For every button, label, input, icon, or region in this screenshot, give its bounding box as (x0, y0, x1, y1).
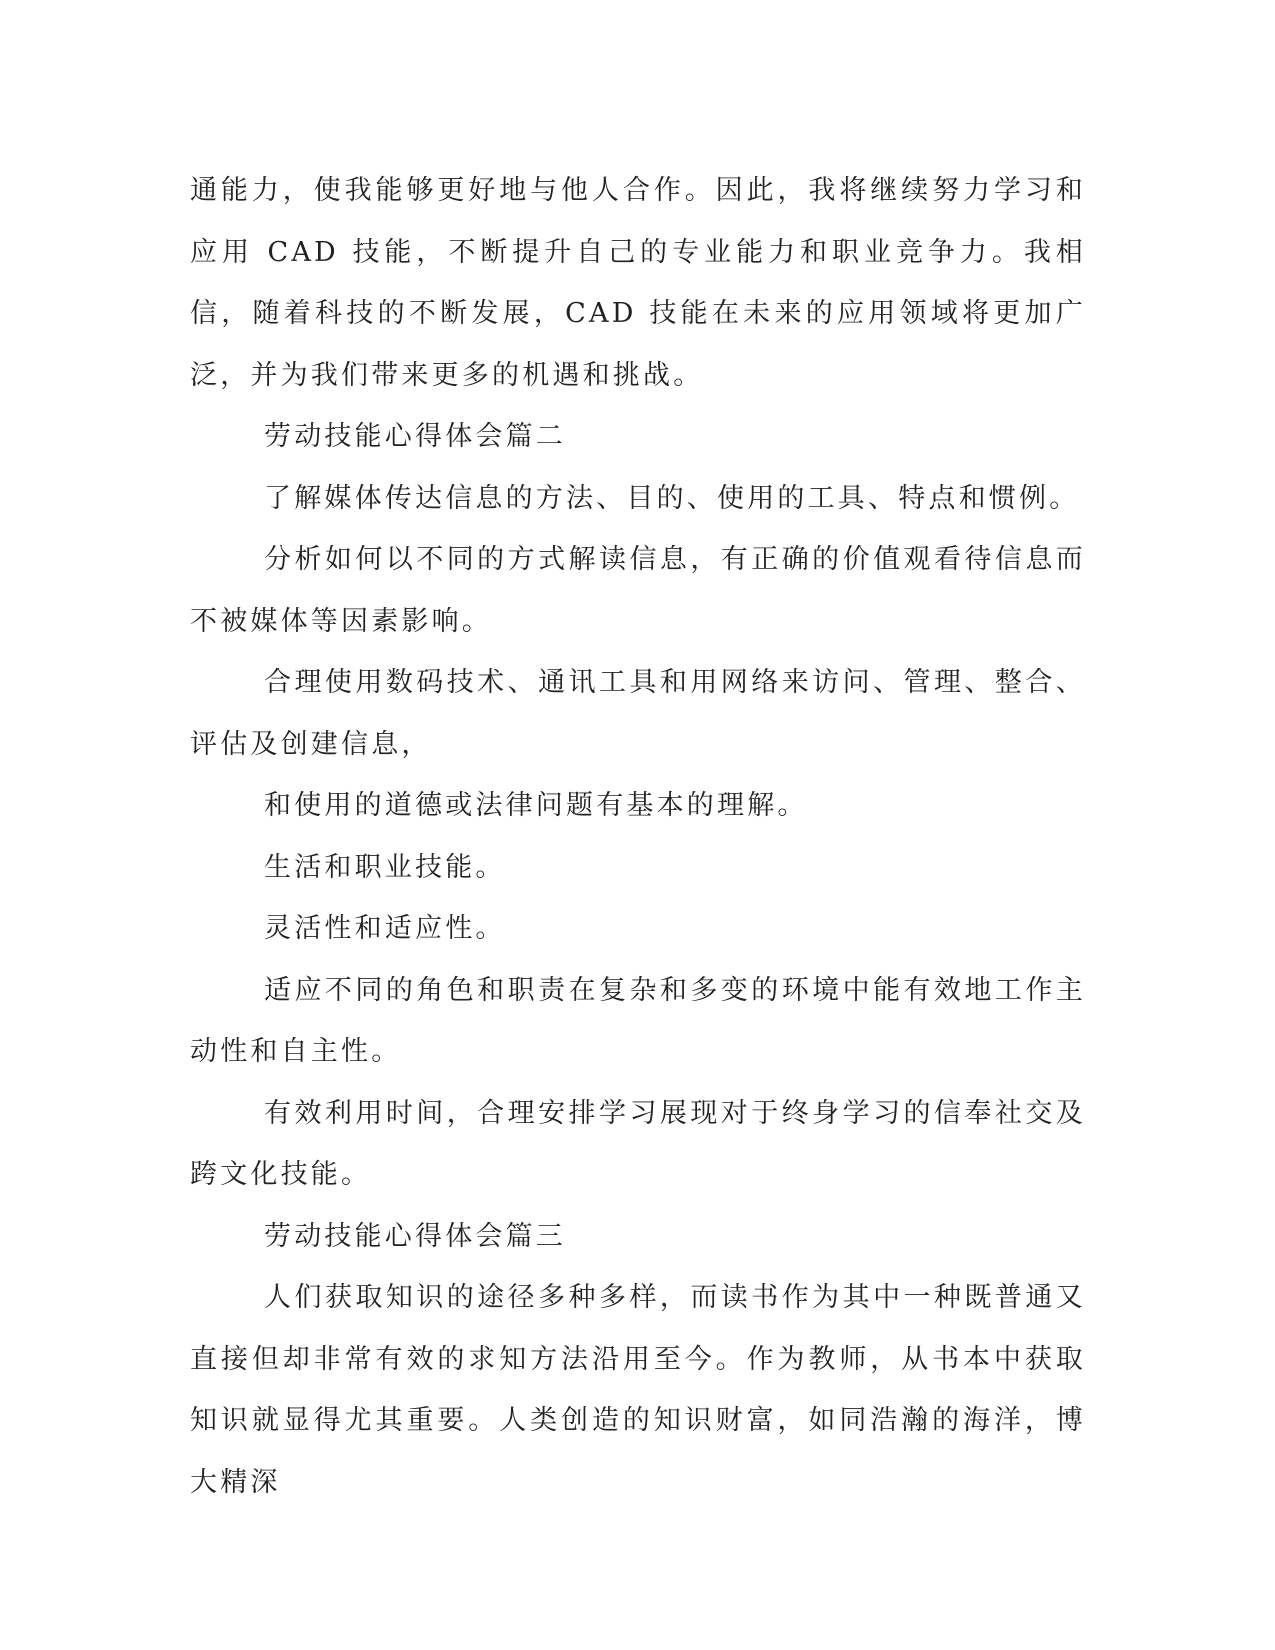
section-heading-2: 劳动技能心得体会篇二 (264, 421, 566, 452)
paragraph: 生活和职业技能。 (264, 851, 506, 883)
paragraph: 合理使用数码技术、通讯工具和用网络来访问、管理、整合、评估及创建信息， (190, 667, 1086, 760)
paragraph-continuation: 通能力，使我能够更好地与他人合作。因此，我将继续努力学习和应用 CAD 技能，不断提升自己的专业能力和职业竞争力。我相信，随着科技的不断发展，CAD 技能在未来的应用领域将更加广泛，并为我们带来更多的机遇和挑战。 (190, 175, 1086, 391)
paragraph: 适应不同的角色和职责在复杂和多变的环境中能有效地工作主动性和自主性。 (190, 974, 1086, 1067)
paragraph: 人们获取知识的途径多种多样，而读书作为其中一种既普通又直接但却非常有效的求知方法沿用至今。作为教师，从书本中获取知识就显得尤其重要。人类创造的知识财富，如同浩瀚的海洋，博大精深 (190, 1282, 1086, 1498)
document-body (190, 160, 1086, 1513)
paragraph: 和使用的道德或法律问题有基本的理解。 (264, 790, 808, 821)
paragraph: 分析如何以不同的方式解读信息，有正确的价值观看待信息而不被媒体等因素影响。 (190, 544, 1086, 637)
paragraph: 了解媒体传达信息的方法、目的、使用的工具、特点和惯例。 (264, 482, 1080, 514)
paragraph: 有效利用时间，合理安排学习展现对于终身学习的信奉社交及跨文化技能。 (190, 1097, 1086, 1190)
paragraph: 灵活性和适应性。 (264, 913, 506, 944)
section-heading-3: 劳动技能心得体会篇三 (264, 1220, 566, 1252)
